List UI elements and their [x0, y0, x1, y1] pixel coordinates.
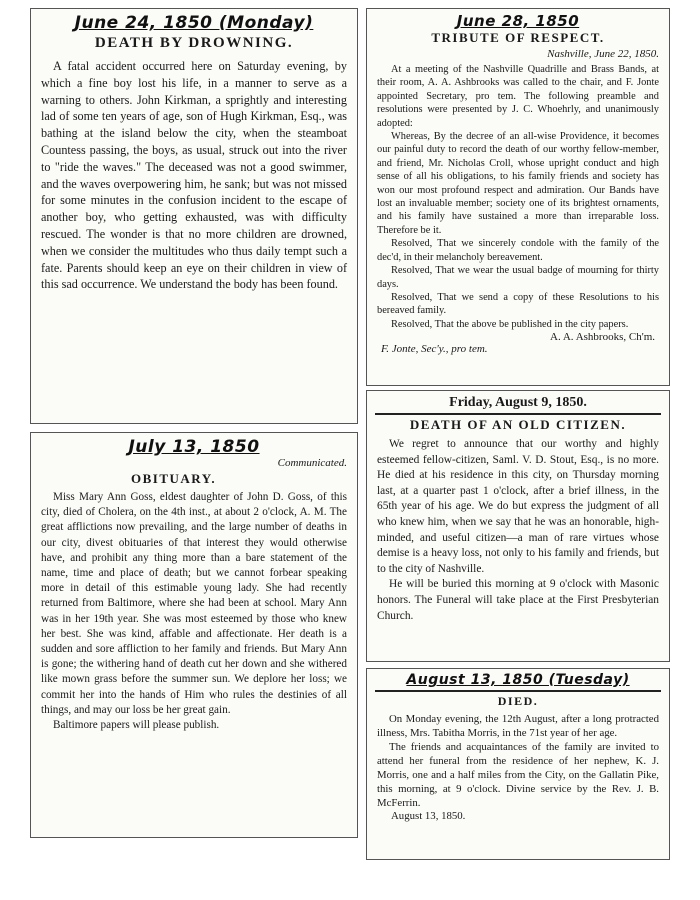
resolution-1: Resolved, That we sincerely condole with the family of the dec'd, in their melancholy bereavement. — [377, 238, 659, 263]
handwritten-date: August 13, 1850 (Tuesday) — [406, 672, 630, 688]
handwritten-date: June 28, 1850 — [456, 12, 580, 30]
clipping-tribute-of-respect — [366, 8, 670, 386]
dateline: Nashville, June 22, 1850. — [547, 48, 659, 60]
notice-date: August 13, 1850. — [391, 810, 466, 822]
communicated-note: Communicated. — [277, 457, 347, 469]
divider — [375, 690, 661, 692]
clipping-death-of-old-citizen — [366, 390, 670, 662]
funeral-notice: He will be buried this morning at 9 o'clock with Masonic honors. The Funeral will take place at the First Presbyterian Church. — [377, 578, 659, 622]
secretary-signature: F. Jonte, Sec'y., pro tem. — [381, 343, 488, 356]
article-title: OBITUARY. — [131, 471, 217, 486]
article-title: DIED. — [497, 694, 539, 708]
handwritten-date: June 24, 1850 (Monday) — [74, 13, 314, 33]
clipping-death-by-drowning — [30, 8, 358, 424]
clipping-obituary — [30, 432, 358, 838]
chairman-signature: A. A. Ashbrooks, Ch'm. — [550, 331, 655, 344]
resolution-2: Resolved, That we wear the usual badge of mourning for thirty days. — [377, 265, 659, 290]
article-title: DEATH OF AN OLD CITIZEN. — [409, 417, 627, 432]
article-body: Miss Mary Ann Goss, eldest daughter of John D. Goss, of this city, died of Cholera, on the 4th inst., at about 2 o'clock, A. M. The great afflictions now prevailing, and the large number of deaths in our city, divest obituaries of that interest they would otherwise have, and prohibit any thing more than a bare statement of the name, time and place of death; but we cannot forbear speaking more in detail of this estimable young lady. She had recently returned from Baltimore, where she had been at school. Mary Ann was in her 19th year. She was most esteemed by those who knew her best. She was kind, affable and affectionate. Her death is a sudden and sore affliction to her family and friends. But Mary Ann is gone; the withering hand of death cut her down and she withered like mown grass before the summer sun. We deplore her loss; we commit her into the hands of Him who rules the destinies of all things, and may our loss be her great gain. — [41, 491, 347, 716]
death-notice: On Monday evening, the 12th August, after a long protracted illness, Mrs. Tabitha Morris, in the 71st year of her age. — [377, 713, 659, 739]
article-title: DEATH BY DROWNING. — [94, 35, 294, 51]
whereas-paragraph: Whereas, By the decree of an all-wise Providence, it becomes our painful duty to record the death of our worthy fellow-member, and friend, Mr. Nicholas Croll, whose upright conduct and high sense of all his obligations, to his family friends and society has won our most profound respect and admiration. Our Bands have lost an invaluable member; society one of its brightest ornaments, and his family have sustained a more than irreparable loss. Therefore be it. — [377, 131, 659, 236]
handwritten-date: July 13, 1850 — [128, 437, 260, 457]
article-title: TRIBUTE OF RESPECT. — [431, 30, 605, 45]
meeting-intro: At a meeting of the Nashville Quadrille and Brass Bands, at their room, A. A. Ashbrooks was called to the chair, and F. Jonte appointed Secretary, pro tem. The following preamble and resolutions were presented by J. C. Whoehrly, and unanimously adopted: — [377, 64, 659, 129]
divider — [375, 413, 661, 415]
article-body: A fatal accident occurred here on Saturday evening, by which a fine boy lost his life, in a manner to serve as a warning to others. John Kirkman, a sprightly and interesting lad of some ten years of age, son of Hugh Kirkman, Esq., was bathing at the island below the city, when the steamboat Countess passing, the boys, as usual, struck out into the river to "ride the waves." The deceased was not a good swimmer, and the waves overpowering him, he sank; but was not missed for some minutes in the confusion incident to the escape of another boy, who getting exhausted, was with difficulty rescued. The wonder is that no more children are drowned, when we consider the multitudes who thus daily tempt such a fate. Parents should keep an eye on their children in view of this sad occurrence. We understand the body has been found. — [41, 59, 347, 292]
funeral-invitation: The friends and acquaintances of the family are invited to attend her funeral from the residence of her nephew, K. J. Morris, one and a half miles from the City, on the Gallatin Pike, this morning, at 9 o'clock. Divine service by the Rev. J. B. McFerrin. — [377, 741, 659, 809]
article-body: We regret to announce that our worthy and highly esteemed fellow-citizen, Saml. V. D. Stout, Esq., is no more. He died at his residence in this city, on Thursday morning last, at a quarter past 1 o'clock, after a brief illness, in the 65th year of his age. We do but express the judgment of all who knew him, when we say that he was an honorable, high-minded, and useful citizen—a man of rare virtues whose demise is a heavy loss, not only to his family and friends, but to the city of Nashville. — [377, 438, 659, 575]
resolution-3: Resolved, That we send a copy of these Resolutions to his bereaved family. — [377, 291, 659, 317]
resolution-4: Resolved, That the above be published in the city papers. — [391, 318, 629, 330]
newspaper-date-header: Friday, August 9, 1850. — [449, 395, 587, 410]
clipping-died — [366, 668, 670, 860]
publication-note: Baltimore papers will please publish. — [53, 719, 220, 732]
